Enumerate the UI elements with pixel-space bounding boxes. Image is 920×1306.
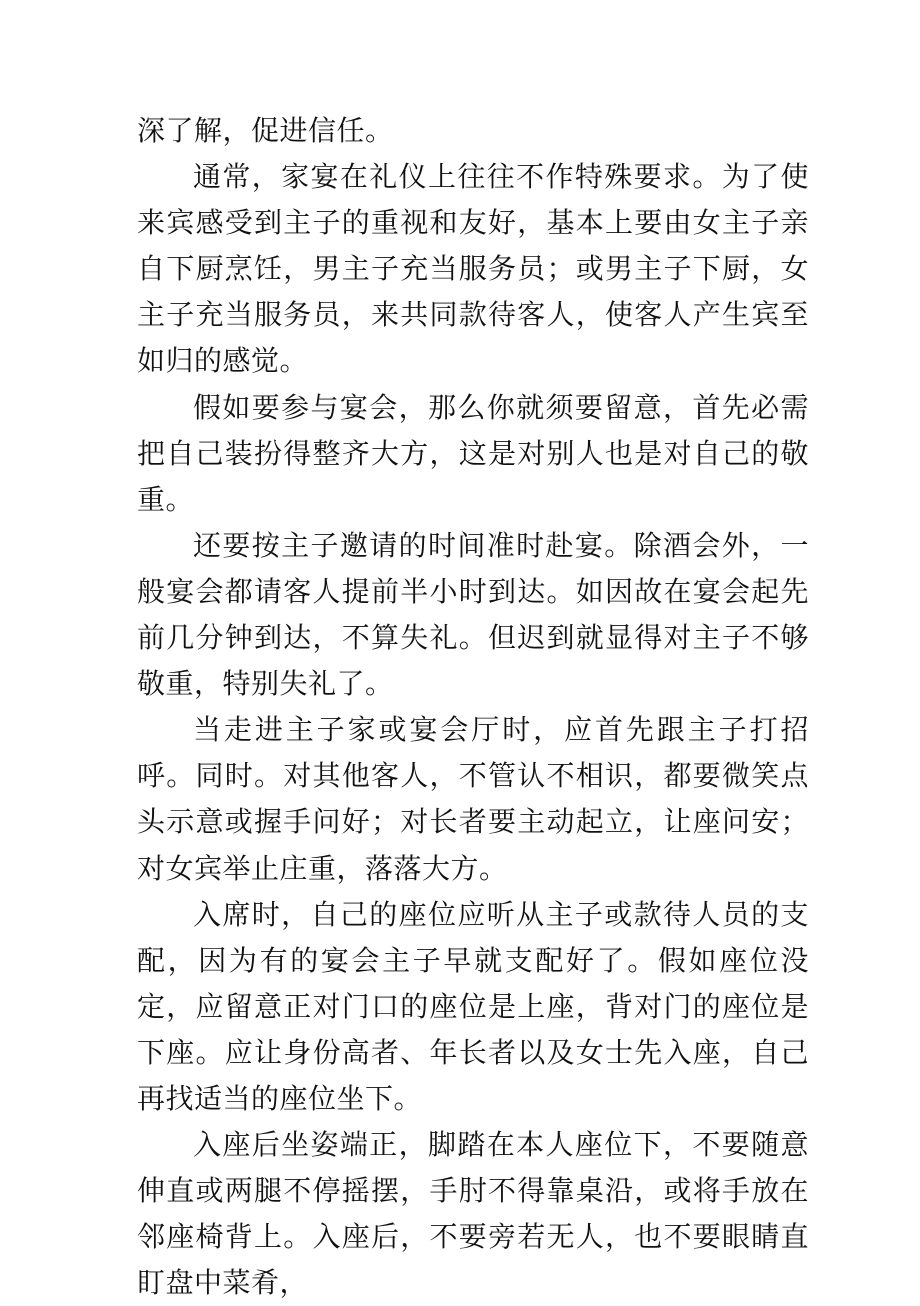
paragraph-punctuality: 还要按主子邀请的时间准时赴宴。除酒会外，一般宴会都请客人提前半小时到达。如因故在宴会起先前几分钟到达，不算失礼。但迟到就显得对主子不够敬重，特别失礼了。: [137, 528, 809, 701]
paragraph-greeting: 当走进主子家或宴会厅时，应首先跟主子打招呼。同时。对其他客人，不管认不相识，都要微笑点头示意或握手问好；对长者要主动起立，让座问安；对女宾举止庄重，落落大方。: [137, 713, 809, 885]
paragraph-continuation: 深了解，促进信任。: [137, 114, 394, 147]
paragraph-seating: 入席时，自己的座位应听从主子或款待人员的支配，因为有的宴会主子早就支配好了。假如座位没定，应留意正对门口的座位是上座，背对门的座位是下座。应让身份高者、年长者以及女士先入座，自己再找适当的座位坐下。: [137, 897, 809, 1115]
paragraph-posture: 入座后坐姿端正，脚踏在本人座位下，不要随意伸直或两腿不停摇摆，手肘不得靠桌沿，或将手放在邻座椅背上。入座后，不要旁若无人，也不要眼睛直盯盘中菜肴，: [137, 1128, 809, 1300]
paragraph-attire: 假如要参与宴会，那么你就须要留意，首先必需把自己装扮得整齐大方，这是对别人也是对自己的敬重。: [137, 390, 809, 516]
body-text: [137, 108, 809, 1306]
paragraph-family-banquet: 通常，家宴在礼仪上往往不作特殊要求。为了使来宾感受到主子的重视和友好，基本上要由女主子亲自下厨烹饪，男主子充当服务员；或男主子下厨，女主子充当服务员，来共同款待客人，使客人产生宾至如归的感觉。: [137, 160, 809, 378]
